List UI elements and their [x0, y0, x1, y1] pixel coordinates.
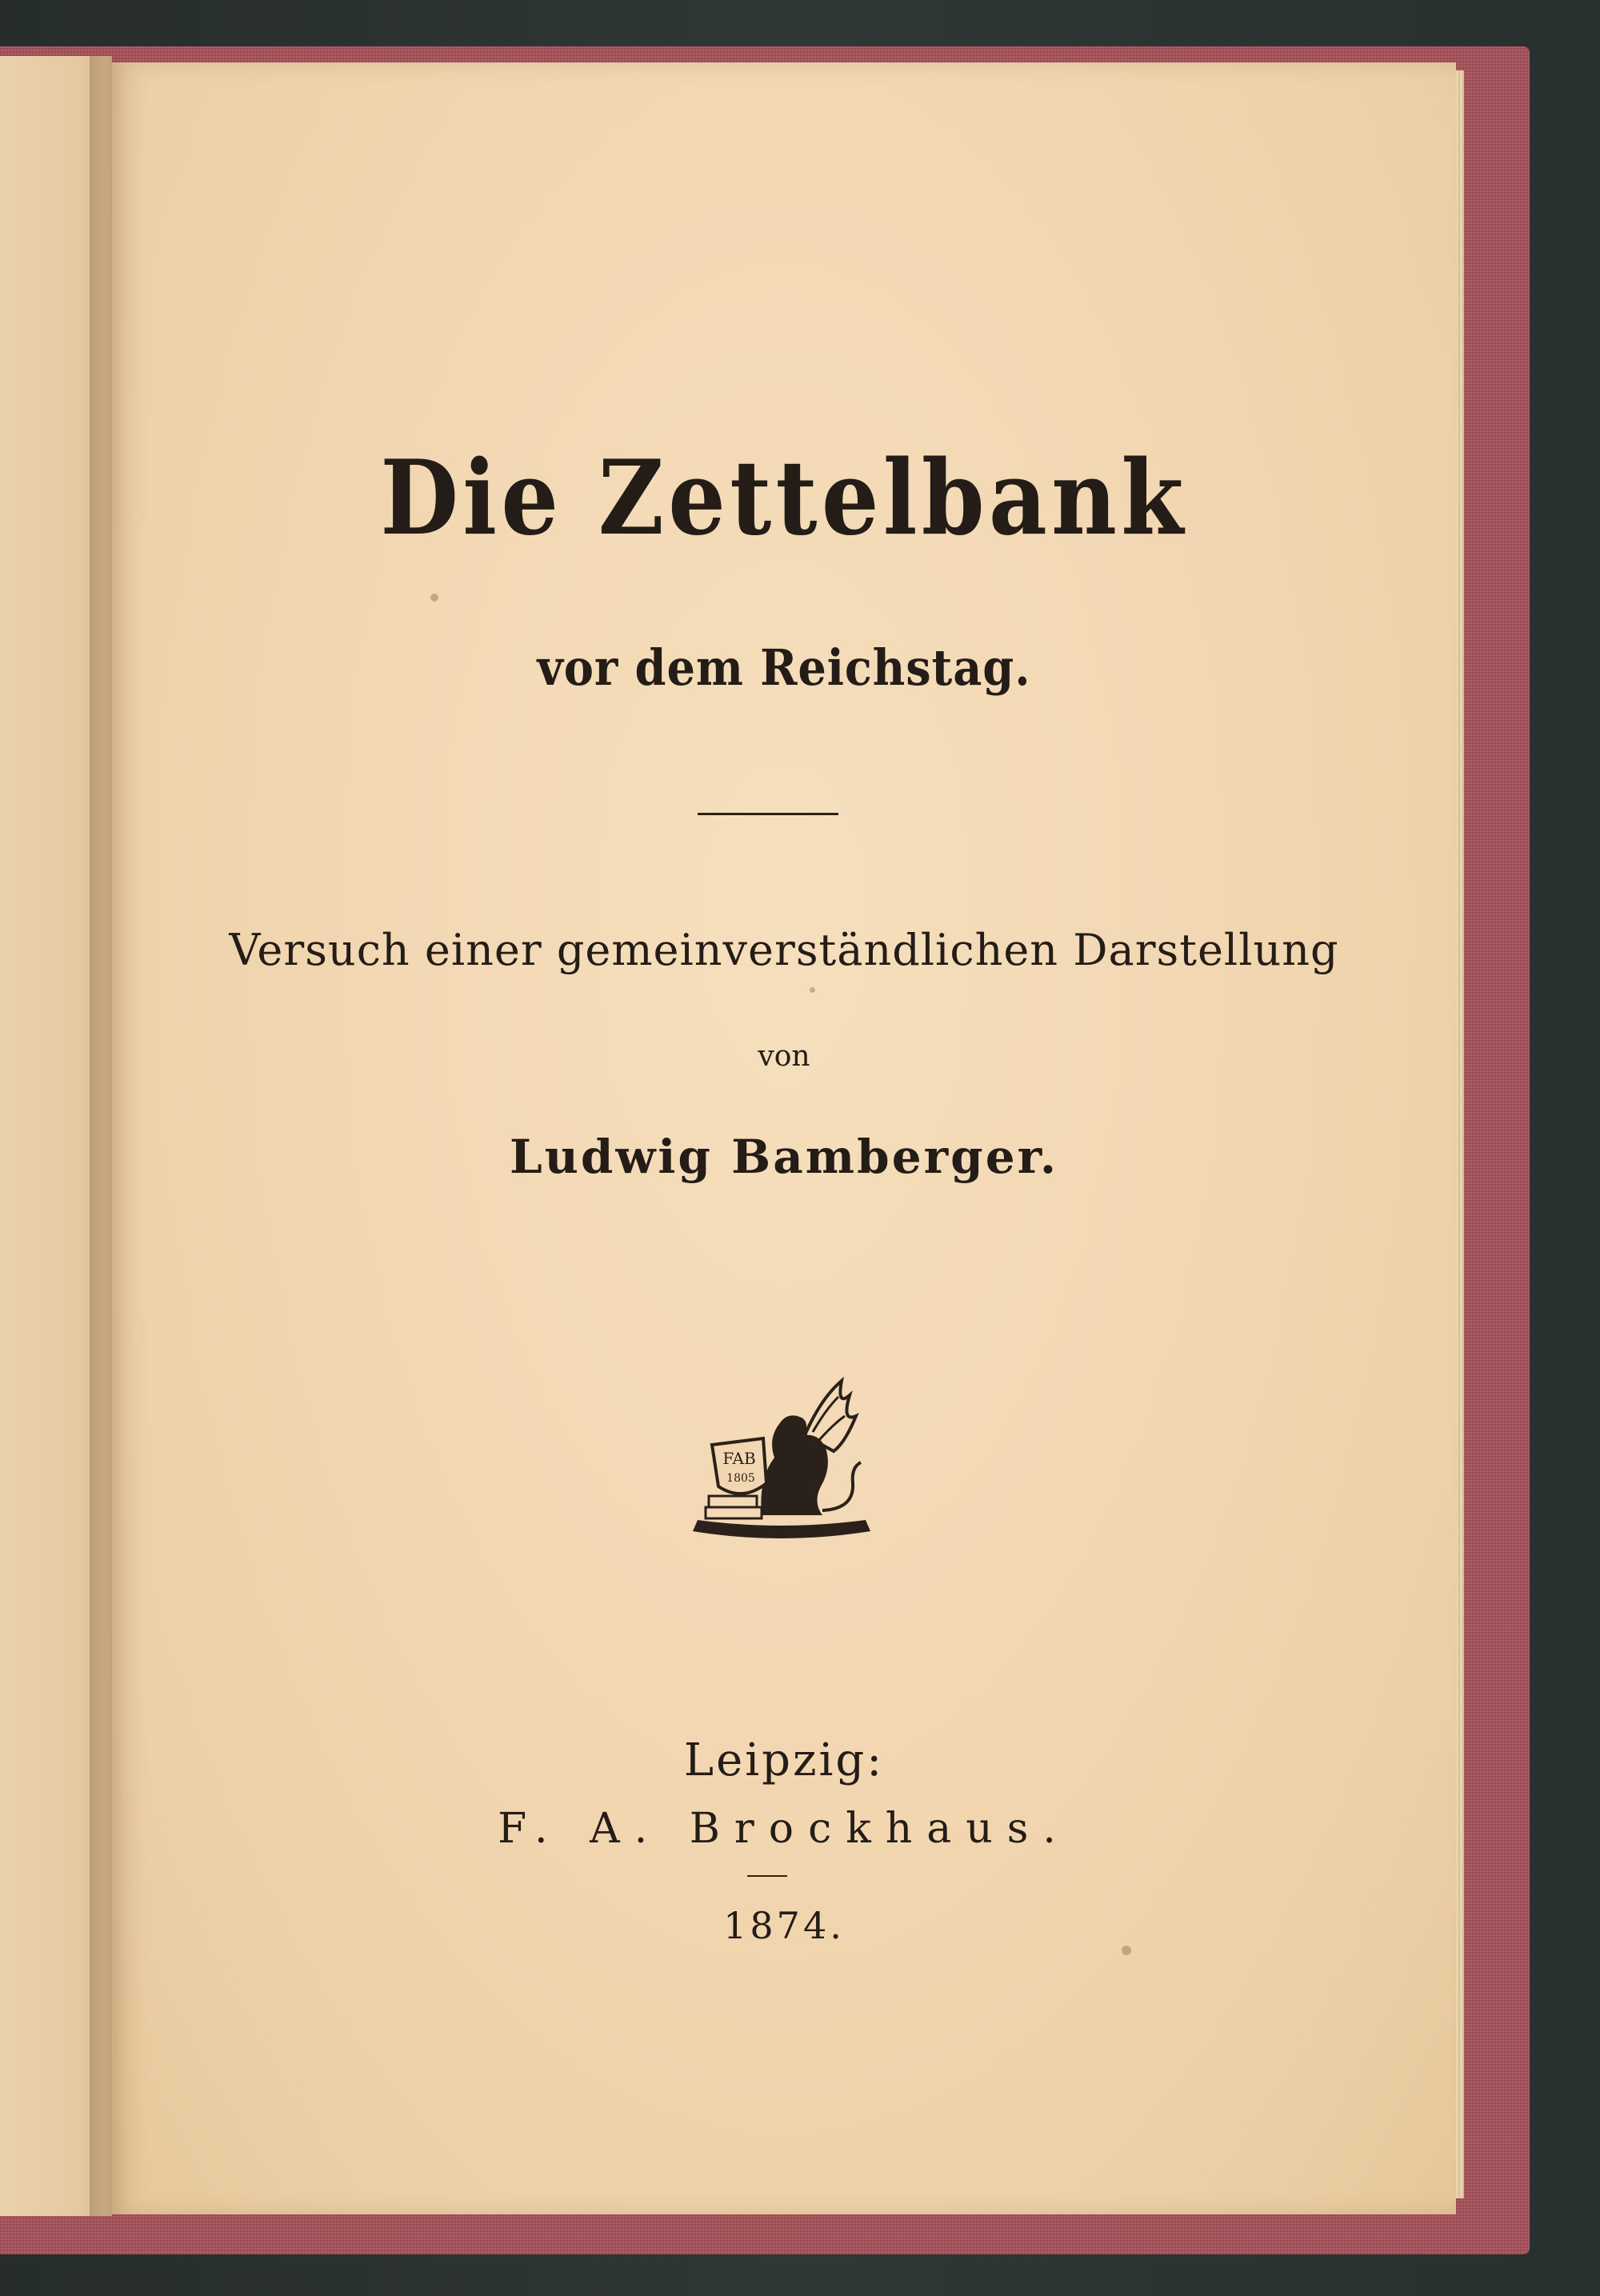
publisher-name: F. A. Brockhaus. [498, 1805, 1070, 1853]
book-title: Die Zettelbank [380, 438, 1188, 558]
title-divider [698, 813, 838, 815]
author-name: Ludwig Bamberger. [509, 1130, 1059, 1184]
emblem-griffin [761, 1415, 828, 1515]
by-word: von [758, 1040, 810, 1073]
griffin-publisher-mark-icon [685, 1374, 877, 1550]
paper-speck [1122, 1946, 1131, 1955]
title-page [112, 62, 1456, 2214]
emblem-base [693, 1520, 870, 1538]
paper-speck [810, 987, 815, 993]
publication-place: Leipzig: [683, 1734, 885, 1786]
emblem-shield-year: 1805 [726, 1472, 755, 1485]
publication-year: 1874. [723, 1904, 845, 1947]
year-divider [747, 1875, 787, 1877]
book-description: Versuch einer gemeinverständlichen Darstellung [229, 925, 1339, 975]
book-subtitle: vor dem Reichstag. [537, 638, 1031, 697]
emblem-shield-text: FAB [722, 1449, 756, 1468]
gutter-shadow [90, 56, 125, 2216]
paper-speck [430, 594, 438, 602]
